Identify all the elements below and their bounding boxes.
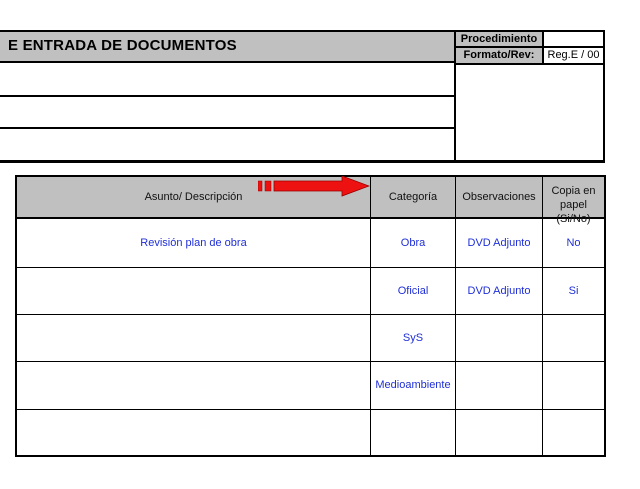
row-divider [17,267,604,268]
cell-categoria[interactable]: Oficial [397,285,429,297]
cell-observaciones[interactable]: DVD Adjunto [467,285,531,297]
cell-copia[interactable]: No [566,237,581,249]
form-line [0,127,455,129]
column-header-copia: Copia en papel (Si/No) [551,185,596,225]
procedimiento-label: Procedimiento [456,32,542,46]
cell-categoria[interactable]: Medioambiente [375,379,451,391]
page-title: E ENTRADA DE DOCUMENTOS [8,37,237,54]
column-header-asunto: Asunto/ Descripción [144,191,243,203]
procedimiento-field[interactable] [544,32,603,46]
divider [454,46,605,48]
column-divider [370,177,371,455]
cell-asunto[interactable]: Revisión plan de obra [140,237,247,249]
formato-field[interactable]: Reg.E / 00 [544,48,603,63]
red-arrow-right-icon [258,176,370,198]
formato-label: Formato/Rev: [456,48,542,63]
divider [454,63,605,65]
cell-copia[interactable]: Si [568,285,579,297]
column-divider [455,177,456,455]
cell-categoria[interactable]: SyS [402,332,424,344]
divider [603,30,605,163]
divider [542,30,544,64]
cell-observaciones[interactable]: DVD Adjunto [467,237,531,249]
form-line [0,95,455,97]
row-divider [17,361,604,362]
column-header-observaciones: Observaciones [462,191,536,203]
column-header-categoria: Categoría [388,191,438,203]
row-divider [17,409,604,410]
row-divider [17,314,604,315]
form-line [0,160,605,163]
cell-categoria[interactable]: Obra [400,237,426,249]
